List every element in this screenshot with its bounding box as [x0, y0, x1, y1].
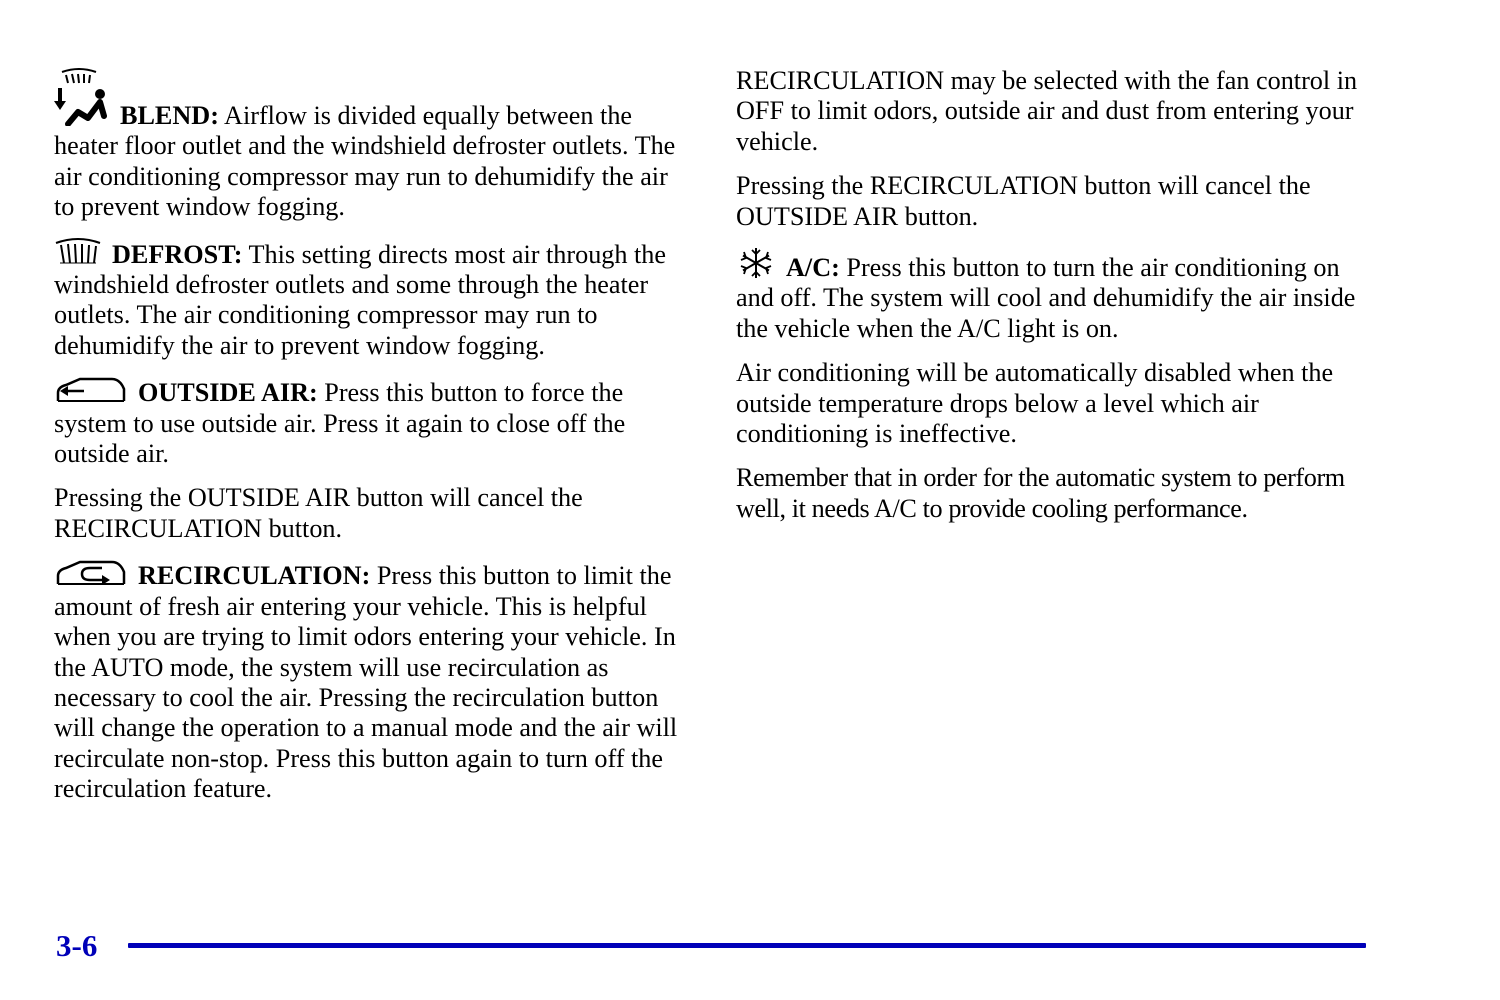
recirc-fan-note: RECIRCULATION may be selected with the fan control in OFF to limit odors, outside air and dust from entering your vehicle. [736, 66, 1358, 156]
page-number: 3-6 [56, 928, 98, 963]
ac-snowflake-icon [736, 246, 776, 280]
defrost-paragraph [54, 237, 694, 362]
outside-air-paragraph [54, 375, 694, 469]
recirc-cancel-note: Pressing the RECIRCULATION button will cancel the OUTSIDE AIR button. [736, 171, 1311, 231]
right-column [736, 66, 1376, 538]
outside-air-note: Pressing the OUTSIDE AIR button will cancel the RECIRCULATION button. [54, 483, 583, 543]
recirculation-term: RECIRCULATION: [138, 561, 371, 591]
blend-mode-icon [54, 66, 110, 126]
left-column [54, 66, 694, 819]
recirculation-paragraph [54, 558, 694, 804]
blend-text: Airflow is divided equally between the heater floor outlet and the windshield defroster outlets. The air conditioning compressor may run to dehumidify the air to prevent window fogging. [54, 101, 676, 222]
ac-term: A/C: [786, 253, 840, 283]
outside-air-icon [54, 375, 128, 405]
ac-disabled-note: Air conditioning will be automatically disabled when the outside temperature drops below a level which air conditioning is ineffective. [736, 358, 1334, 449]
auto-note: Remember that in order for the automatic system to perform well, it needs A/C to provide cooling performance. [736, 463, 1345, 523]
defrost-term: DEFROST: [112, 239, 243, 269]
defrost-text: This setting directs most air through the windshield defroster outlets and some through the heater outlets. The air conditioning compressor may run to dehumidify the air to prevent window fogging. [54, 239, 667, 360]
blend-paragraph [54, 66, 694, 223]
defrost-icon [54, 237, 102, 267]
ac-paragraph [736, 246, 1376, 344]
outside-air-text: Press this button to force the system to use outside air. Press it again to close off the outside air. [54, 378, 626, 469]
recirculation-icon [54, 558, 128, 588]
footer-rule [128, 943, 1366, 948]
ac-text: Press this button to turn the air conditioning on and off. The system will cool and dehumidify the air inside the vehicle when the A/C light is on. [736, 253, 1356, 343]
recirculation-text: Press this button to limit the amount of fresh air entering your vehicle. This is helpful when you are trying to limit odors entering your vehicle. In the AUTO mode, the system will use recirculation as necessary to cool the air. Pressing the recirculation button will change the operation to a manual mode and the air will recirculate non-stop. Press this button again to turn off the recirculation feature. [54, 561, 678, 804]
outside-air-term: OUTSIDE AIR: [138, 378, 318, 408]
blend-term: BLEND: [120, 101, 219, 130]
